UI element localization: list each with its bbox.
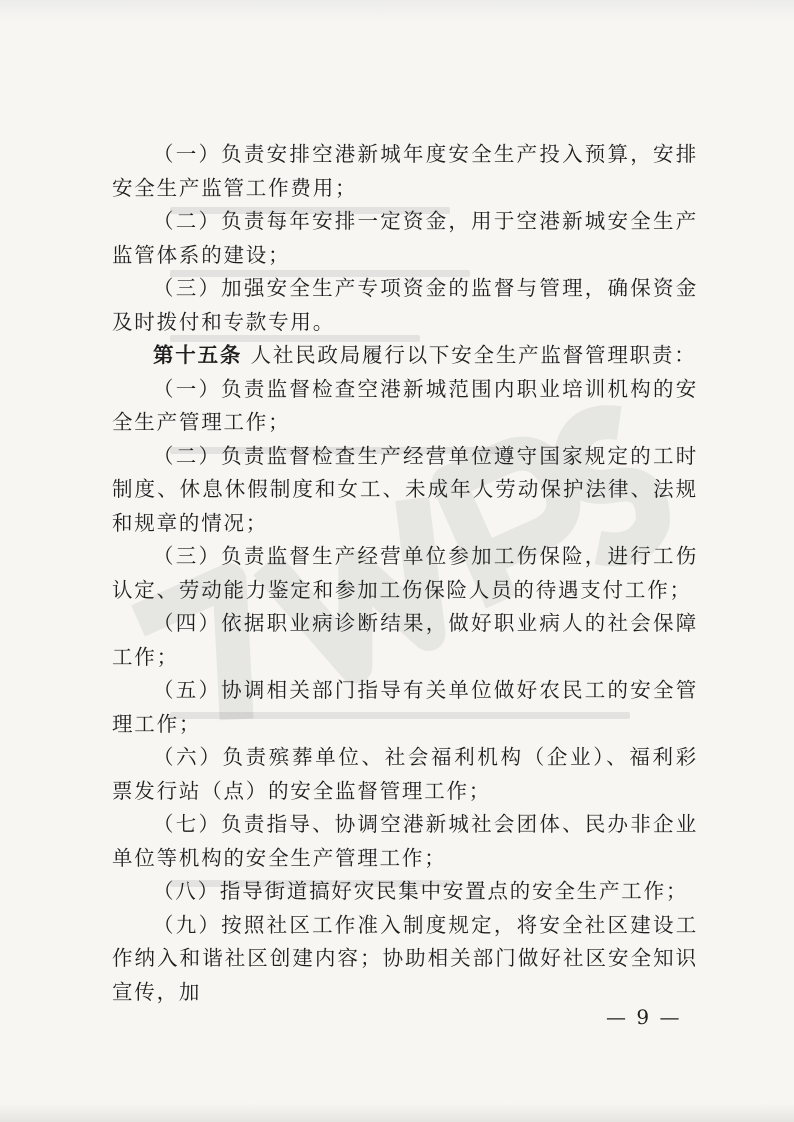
article-text: 人社民政局履行以下安全生产监督管理职责：	[242, 343, 697, 367]
article-heading: 第十五条	[153, 343, 243, 367]
duty-item: （一）负责监督检查空港新城范围内职业培训机构的安全生产管理工作；	[112, 376, 698, 434]
paragraph-item: （二）负责每年安排一定资金，用于空港新城安全生产监管体系的建设；	[112, 209, 698, 267]
duty-item: （三）负责监督生产经营单位参加工伤保险，进行工伤认定、劳动能力鉴定和参加工伤保险人员的待遇支付工作；	[112, 544, 698, 602]
paragraph-item: （一）负责安排空港新城年度安全生产投入预算，安排安全生产监管工作费用；	[112, 142, 698, 200]
page-number: — 9 —	[606, 1005, 682, 1029]
duty-item: （六）负责殡葬单位、社会福利机构（企业）、福利彩票发行站（点）的安全监督管理工作；	[112, 745, 698, 803]
page-top-edge	[0, 0, 794, 22]
page-bottom-edge	[0, 1102, 794, 1122]
duty-item: （九）按照社区工作准入制度规定，将安全社区建设工作纳入和谐社区创建内容；协助相关部门做好社区安全知识宣传，加	[112, 912, 698, 1004]
duty-item: （八）指导街道搞好灾民集中安置点的安全生产工作；	[153, 879, 689, 903]
duty-item: （二）负责监督检查生产经营单位遵守国家规定的工时制度、休息休假制度和女工、未成年人劳动保护法律、法规和规章的情况；	[112, 443, 698, 535]
document-body	[112, 138, 698, 1009]
paragraph-item: （三）加强安全生产专项资金的监督与管理，确保资金及时拨付和专款专用。	[112, 276, 698, 334]
duty-item: （五）协调相关部门指导有关单位做好农民工的安全管理工作；	[112, 678, 698, 736]
duty-item: （四）依据职业病诊断结果，做好职业病人的社会保障工作；	[112, 611, 698, 669]
duty-item: （七）负责指导、协调空港新城社会团体、民办非企业单位等机构的安全生产管理工作；	[112, 812, 698, 870]
article-paragraph	[112, 339, 698, 373]
